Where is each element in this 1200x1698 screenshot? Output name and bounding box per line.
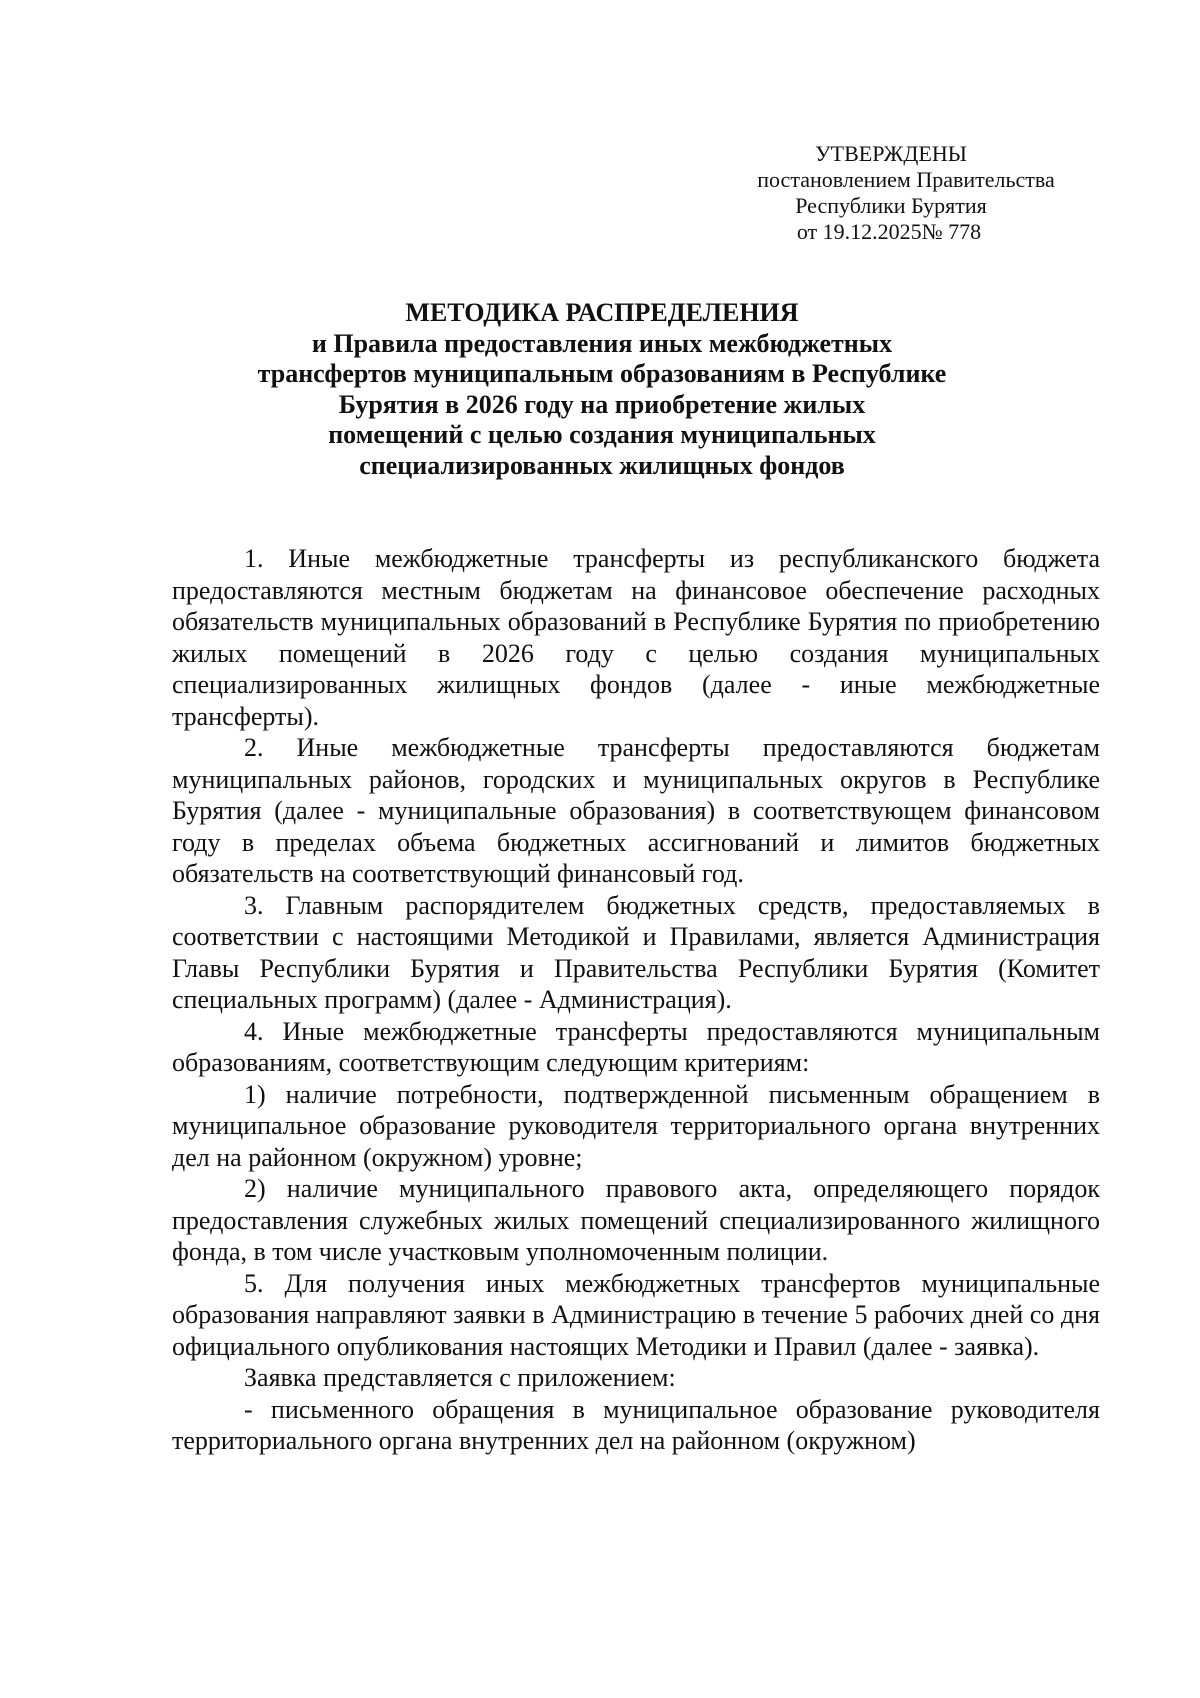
paragraph-2: 2. Иные межбюджетные трансферты предоставляются бюджетам муниципальных районов, городских и муниципальных округов в Республике Бурятия (далее - муниципальные образования) в соответствующем финансовом году в пределах объема бюджетных ассигнований и лимитов бюджетных обязательств на соответствующий финансовый год. [172,733,1100,888]
approval-republic: Республики Бурятия [795,193,987,218]
criterion-1: 1) наличие потребности, подтвержденной письменным обращением в муниципальное образование руководителя территориального органа внутренних дел на районном (окружном) уровне; [172,1079,1100,1172]
paragraph-1: 1. Иные межбюджетные трансферты из республиканского бюджета предоставляются местным бюджетам на финансовое обеспечение расходных обязательств муниципальных образований в Республике Бурятия по приобретению жилых помещений в 2026 году с целью создания муниципальных специализированных жилищных фондов (далее - иные межбюджетные трансферты). [172,544,1100,731]
document-body [172,543,1100,1457]
approval-stamp [700,141,1120,245]
title-line: специализированных жилищных фондов [359,450,845,480]
title-line: Бурятия в 2026 году на приобретение жилых [338,389,866,419]
title-line: помещений с целью создания муниципальных [328,420,876,449]
paragraph-5: 5. Для получения иных межбюджетных трансфертов муниципальные образования направляют заявки в Администрацию в течение 5 рабочих дней со дня официального опубликования настоящих Методики и Правил (далее - заявка). [172,1268,1100,1361]
paragraph-4: 4. Иные межбюджетные трансферты предоставляются муниципальным образованиям, соответствующим следующим критериям: [172,1016,1100,1077]
document-title [172,298,1032,481]
approval-heading: УТВЕРЖДЕНЫ [815,141,967,166]
title-line: МЕТОДИКА РАСПРЕДЕЛЕНИЯ [405,298,799,327]
criterion-2: 2) наличие муниципального правового акта, определяющего порядок предоставления служебных жилых помещений специализированного жилищного фонда, в том числе участковым уполномоченным полиции. [172,1174,1100,1266]
approval-issuer: постановлением Правительства [757,167,1055,192]
title-line: и Правила предоставления иных межбюджетных [311,328,893,358]
paragraph-3: 3. Главным распорядителем бюджетных средств, предоставляемых в соответствии с настоящими Методикой и Правилами, является Администрация Главы Республики Бурятия и Правительства Республики Бурятия (Комитет специальных программ) (далее - Администрация). [172,890,1100,1014]
approval-date-number: от 19.12.2025№ 778 [796,219,982,244]
title-line: трансфертов муниципальным образованиям в Республике [257,359,947,388]
application-attachments-intro: Заявка представляется с приложением: [244,1363,676,1392]
attachment-item: - письменного обращения в муниципальное образование руководителя территориального органа внутренних дел на районном (окружном) [172,1394,1100,1455]
